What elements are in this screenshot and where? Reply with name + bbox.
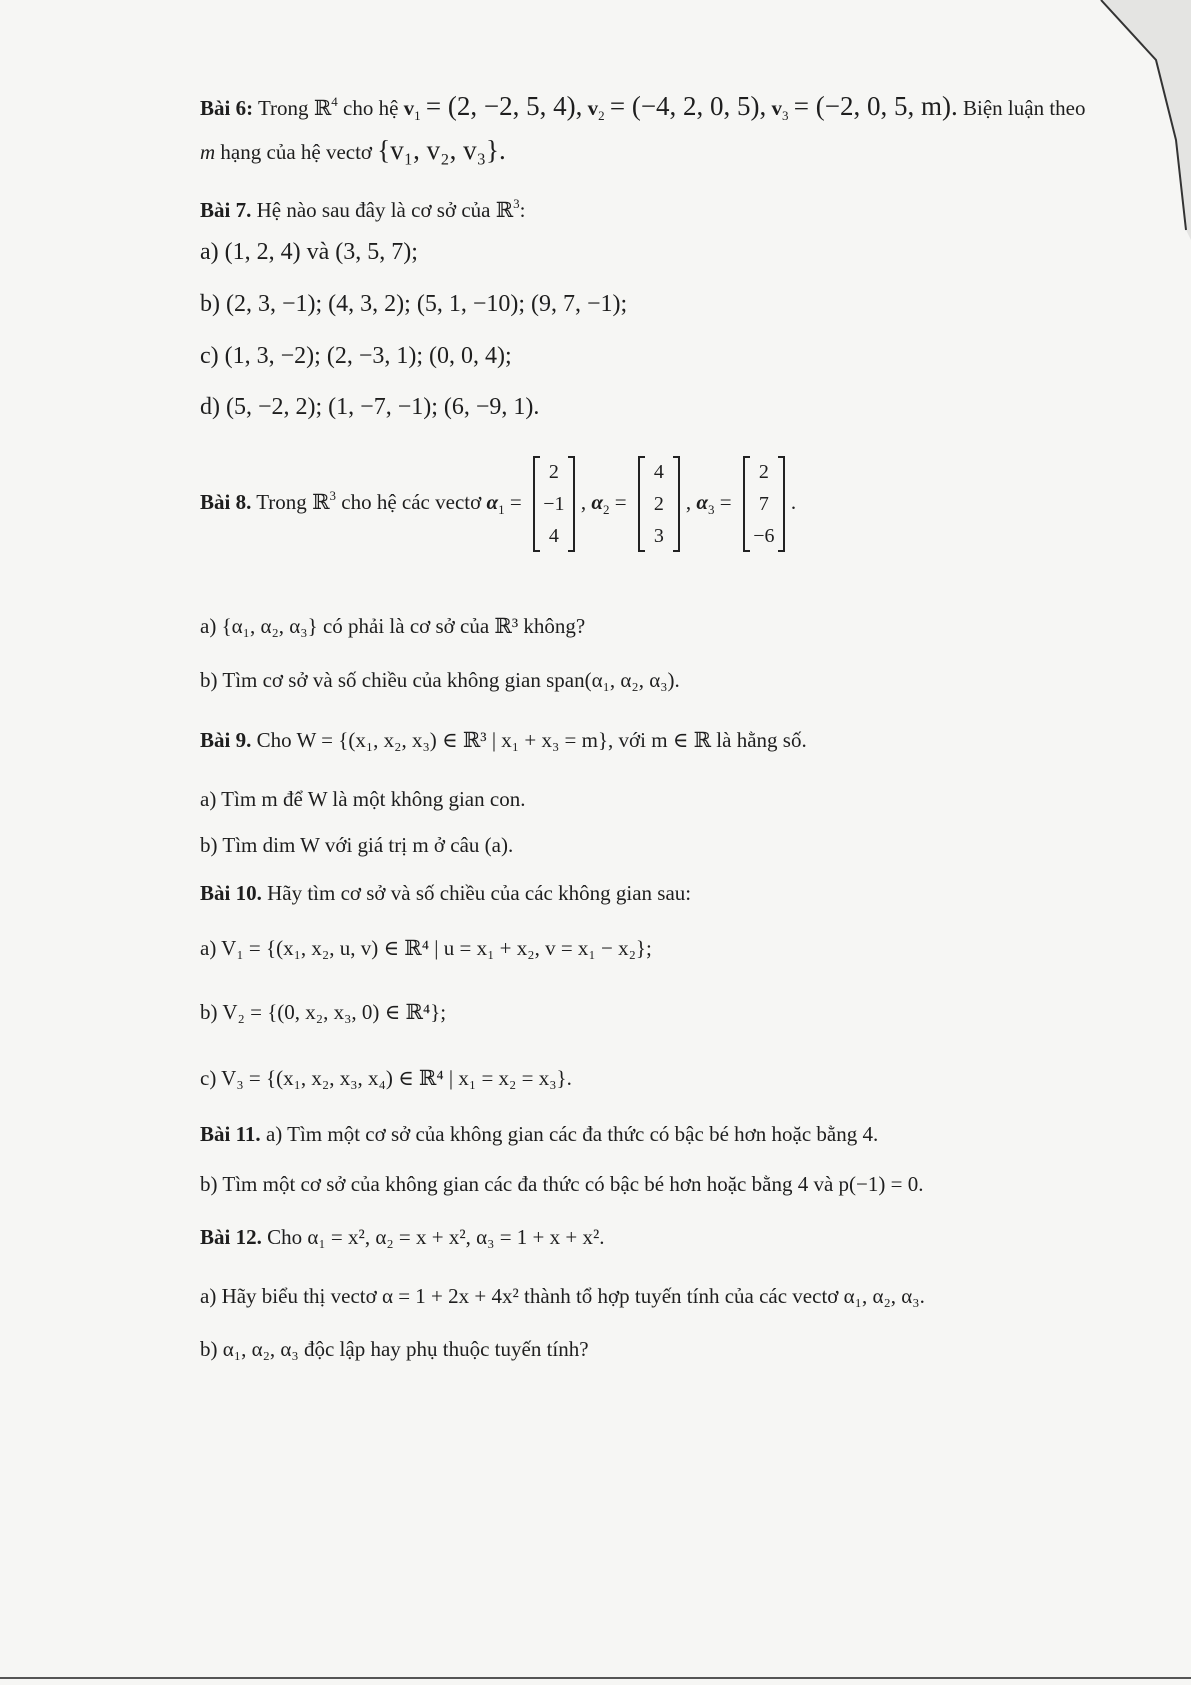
bai6-v3-sub: 3 bbox=[782, 108, 789, 123]
bai7-text: Hệ nào sau đây là cơ sở của bbox=[256, 198, 491, 222]
bai8-alpha2-label: α bbox=[591, 490, 604, 514]
bai8-text: Trong bbox=[256, 490, 307, 514]
bai8-R: ℝ bbox=[312, 490, 330, 514]
bai10-heading bbox=[200, 879, 691, 907]
bai6-v1: v bbox=[403, 96, 415, 120]
bai6-v2: v bbox=[587, 96, 599, 120]
bai11-question-a: a) Tìm một cơ sở của không gian các đa thức có bậc bé hơn hoặc bằng 4. bbox=[265, 1122, 879, 1146]
bai7-R: ℝ bbox=[495, 198, 514, 222]
bai6-R: ℝ bbox=[313, 96, 332, 120]
bai8-alpha1-matrix bbox=[533, 456, 575, 552]
bai9-text: Cho W = {(x₁, x₂, x₃) ∈ ℝ³ | x₁ + x₃ = m}, với m ∈ ℝ là hằng số. bbox=[256, 728, 807, 752]
bai11-heading bbox=[200, 1120, 878, 1148]
bai8-alpha3-matrix bbox=[743, 456, 785, 552]
bai12-question-b: b) α₁, α₂, α₃ độc lập hay phụ thuộc tuyến tính? bbox=[200, 1337, 589, 1361]
matrix-cell: 4 bbox=[548, 525, 559, 548]
bai11-question-b: b) Tìm một cơ sở của không gian các đa thức có bậc bé hơn hoặc bằng 4 và p(−1) = 0. bbox=[200, 1172, 924, 1196]
page-bottom-edge bbox=[0, 1677, 1191, 1679]
bai7-colon: : bbox=[519, 198, 526, 222]
bai6-v1-def: = (2, −2, 5, 4), bbox=[425, 91, 583, 121]
bai9-question-b: b) Tìm dim W với giá trị m ở câu (a). bbox=[200, 833, 514, 857]
matrix-cell: 2 bbox=[548, 461, 559, 484]
bai8-question-b: b) Tìm cơ sở và số chiều của không gian span(α₁, α₂, α₃). bbox=[200, 668, 680, 692]
bai9-label: Bài 9. bbox=[200, 728, 252, 752]
bai6-set: {v₁, v₂, v₃}. bbox=[377, 135, 506, 165]
bai6-v3: v bbox=[771, 96, 783, 120]
bai6-v1-sub: 1 bbox=[414, 108, 421, 123]
bai7-label: Bài 7. bbox=[200, 198, 252, 222]
bai10-label: Bài 10. bbox=[200, 881, 262, 905]
page-fold-shadow bbox=[1081, 0, 1191, 240]
bai6-v2-sub: 2 bbox=[598, 108, 605, 123]
bai10-question-a: a) V₁ = {(x₁, x₂, u, v) ∈ ℝ⁴ | u = x₁ + x₂, v = x₁ − x₂}; bbox=[200, 936, 652, 960]
bai6-m: m bbox=[200, 140, 216, 164]
matrix-cell: 3 bbox=[653, 525, 664, 548]
matrix-cell: 2 bbox=[653, 493, 664, 516]
matrix-cell: 4 bbox=[653, 461, 664, 484]
bai6-text: Trong bbox=[257, 96, 309, 120]
bai12-heading bbox=[200, 1223, 605, 1251]
bai7-R-exp: 3 bbox=[513, 196, 520, 211]
bai10-question-c: c) V₃ = {(x₁, x₂, x₃, x₄) ∈ ℝ⁴ | x₁ = x₂ = x₃}. bbox=[200, 1066, 572, 1090]
matrix-cell: 7 bbox=[758, 493, 769, 516]
bai8-alpha1-label: α bbox=[486, 490, 499, 514]
matrix-cell: 2 bbox=[758, 461, 769, 484]
bai7-heading bbox=[200, 190, 526, 224]
matrix-cell: −6 bbox=[753, 525, 775, 548]
bai6-tail: Biện luận theo bbox=[963, 96, 1086, 120]
bai6-R-exp: 4 bbox=[331, 94, 338, 109]
bai6-line1 bbox=[200, 88, 1085, 130]
bai6-v2-def: = (−4, 2, 0, 5), bbox=[609, 91, 767, 121]
bai8-R-exp: 3 bbox=[329, 488, 337, 503]
bai7-item-a: a) (1, 2, 4) và (3, 5, 7); bbox=[200, 239, 418, 265]
matrix-cell: −1 bbox=[543, 493, 565, 516]
bai10-text: Hãy tìm cơ sở và số chiều của các không gian sau: bbox=[267, 881, 692, 905]
bai8-alpha2-matrix bbox=[638, 456, 680, 552]
bai8-text2: cho hệ các vectơ bbox=[341, 490, 482, 514]
bai12-text: Cho α₁ = x², α₂ = x + x², α₃ = 1 + x + x². bbox=[267, 1225, 605, 1249]
bai8-label: Bài 8. bbox=[200, 490, 252, 514]
bai9-heading bbox=[200, 726, 807, 754]
bai10-question-b: b) V₂ = {(0, x₂, x₃, 0) ∈ ℝ⁴}; bbox=[200, 1000, 447, 1024]
bai7-item-d: d) (5, −2, 2); (1, −7, −1); (6, −9, 1). bbox=[200, 394, 540, 420]
bai8-alpha3-label: α bbox=[696, 490, 709, 514]
bai11-label: Bài 11. bbox=[200, 1122, 261, 1146]
bai6-cho-he: cho hệ bbox=[343, 96, 399, 120]
bai6-line2 bbox=[200, 136, 506, 166]
bai12-label: Bài 12. bbox=[200, 1225, 262, 1249]
bai8-question-a: a) {α₁, α₂, α₃} có phải là cơ sở của ℝ³ không? bbox=[200, 614, 586, 638]
bai8-alpha2-sub: 2 bbox=[603, 502, 610, 517]
bai8-alpha1-sub: 1 bbox=[498, 502, 505, 517]
bai7-item-c: c) (1, 3, −2); (2, −3, 1); (0, 0, 4); bbox=[200, 343, 512, 369]
bai9-question-a: a) Tìm m để W là một không gian con. bbox=[200, 787, 526, 811]
bai12-question-a: a) Hãy biểu thị vectơ α = 1 + 2x + 4x² thành tổ hợp tuyến tính của các vectơ α₁, α₂, α₃. bbox=[200, 1284, 925, 1308]
bai6-v3-def: = (−2, 0, 5, m). bbox=[793, 91, 958, 121]
bai6-line2-text: hạng của hệ vectơ bbox=[220, 140, 373, 164]
bai7-item-b: b) (2, 3, −1); (4, 3, 2); (5, 1, −10); (9, 7, −1); bbox=[200, 291, 628, 317]
bai8-alpha3-sub: 3 bbox=[708, 502, 715, 517]
bai6-label: Bài 6: bbox=[200, 96, 254, 120]
bai8-heading: Bài 8. Trong ℝ$^3$ cho hệ các vectơ $\alpha_1$ = 2 −1 4 , $\alpha_2$ = 4 2 3 , $\alpha_3$ = 2 7 −6 . bbox=[200, 448, 796, 548]
